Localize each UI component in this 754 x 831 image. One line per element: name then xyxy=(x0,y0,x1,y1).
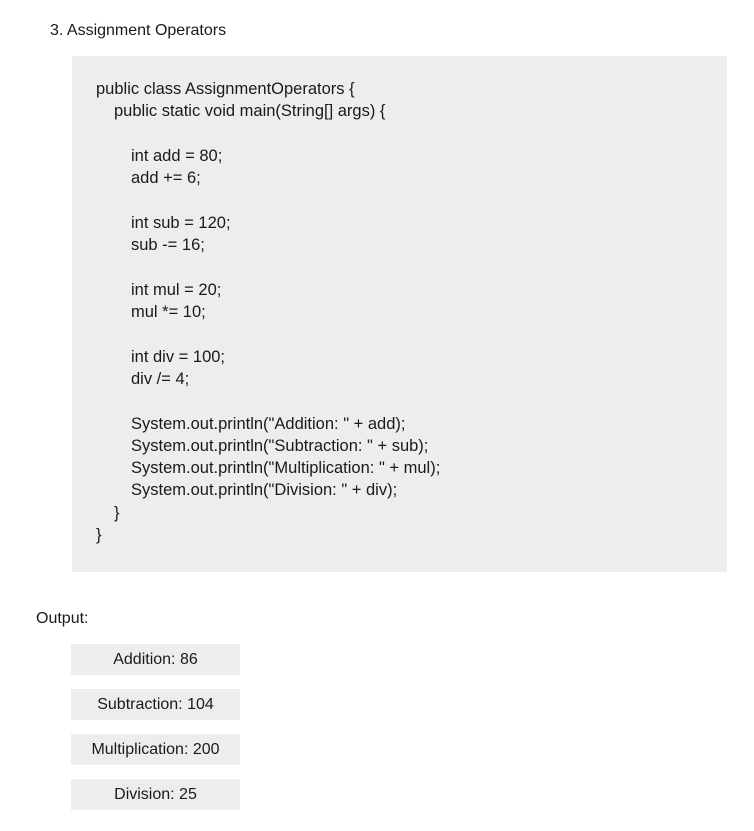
code-line: System.out.println("Addition: " + add); xyxy=(131,415,406,433)
code-line: mul *= 10; xyxy=(131,303,206,321)
code-line: System.out.println("Subtraction: " + sub); xyxy=(131,437,429,455)
code-line: public class AssignmentOperators { xyxy=(96,80,355,98)
code-line: sub -= 16; xyxy=(131,236,205,254)
code-line: System.out.println("Multiplication: " + mul); xyxy=(131,459,441,477)
output-box-addition: Addition: 86 xyxy=(71,644,240,675)
section-heading: 3. Assignment Operators xyxy=(50,22,227,39)
code-line: } xyxy=(114,504,120,522)
output-label: Output: xyxy=(36,610,89,627)
code-block xyxy=(72,56,727,572)
code-line: add += 6; xyxy=(131,169,201,187)
code-line: int sub = 120; xyxy=(131,214,231,232)
code-line: int div = 100; xyxy=(131,348,226,366)
code-line: div /= 4; xyxy=(131,370,190,388)
code-line: System.out.println("Division: " + div); xyxy=(131,481,398,499)
code-line: public static void main(String[] args) { xyxy=(114,102,386,120)
output-box-multiplication: Multiplication: 200 xyxy=(71,734,240,765)
code-line: int add = 80; xyxy=(131,147,223,165)
output-box-subtraction: Subtraction: 104 xyxy=(71,689,240,720)
output-box-division: Division: 25 xyxy=(71,779,240,810)
code-line: int mul = 20; xyxy=(131,281,222,299)
code-line: } xyxy=(96,526,102,544)
